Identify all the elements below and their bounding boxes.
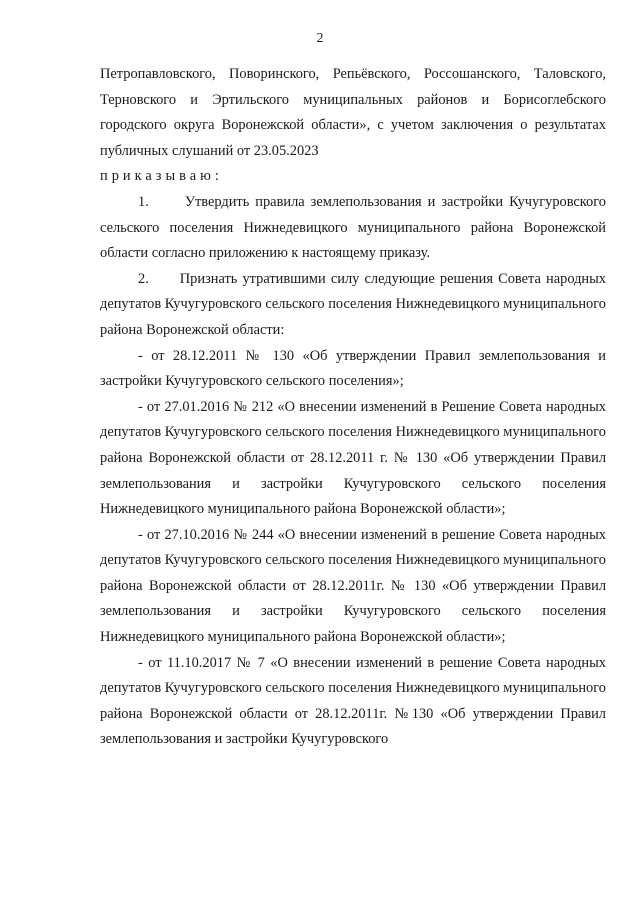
intro-paragraph: Петропавловского, Поворинского, Репьёвского, Россошанского, Таловского, Терновского и Эртильского муниципальных районов и Борисоглебского городского округа Воронежской области», с учетом заключения о результатах публичных слушаний от 23.05.2023 (100, 66, 606, 159)
page-number: 2 (316, 31, 324, 46)
item-1-paragraph: 1. Утвердить правила землепользования и застройки Кучугуровского сельского поселения Нижнедевицкого муниципального района Воронежской области согласно приложению к настоящему приказу. (100, 193, 606, 262)
order-word-paragraph: приказываю: (100, 168, 223, 185)
decision-2016-jan-paragraph: - от 27.01.2016 № 212 «О внесении изменений в Решение Совета народных депутатов Кучугуровского сельского поселения Нижнедевицкого муниципального района Воронежской области от 28.12.2011 г. № 130 «Об утверждении Правил землепользования и застройки Кучугуровского сельского поселения Нижнедевицкого муниципального района Воронежской области»; (100, 398, 606, 518)
decision-2011-paragraph: - от 28.12.2011 № 130 «Об утверждении Правил землепользования и застройки Кучугуровского сельского поселения»; (100, 347, 606, 390)
decision-2017-paragraph: - от 11.10.2017 № 7 «О внесении изменений в решение Совета народных депутатов Кучугуровского сельского поселения Нижнедевицкого муниципального района Воронежской области от 28.12.2011г. №130 «Об утверждении Правил землепользования и застройки Кучугуровского (100, 654, 606, 748)
document-body (100, 62, 606, 753)
decision-2016-oct-paragraph: - от 27.10.2016 № 244 «О внесении изменений в решение Совета народных депутатов Кучугуровского сельского поселения Нижнедевицкого муниципального района Воронежской области от 28.12.2011г. № 130 «Об утверждении Правил землепользования и застройки Кучугуровского сельского поселения Нижнедевицкого муниципального района Воронежской области»; (100, 526, 606, 646)
item-2-paragraph: 2. Признать утратившими силу следующие решения Совета народных депутатов Кучугуровского сельского поселения Нижнедевицкого муниципального района Воронежской области: (100, 270, 606, 338)
